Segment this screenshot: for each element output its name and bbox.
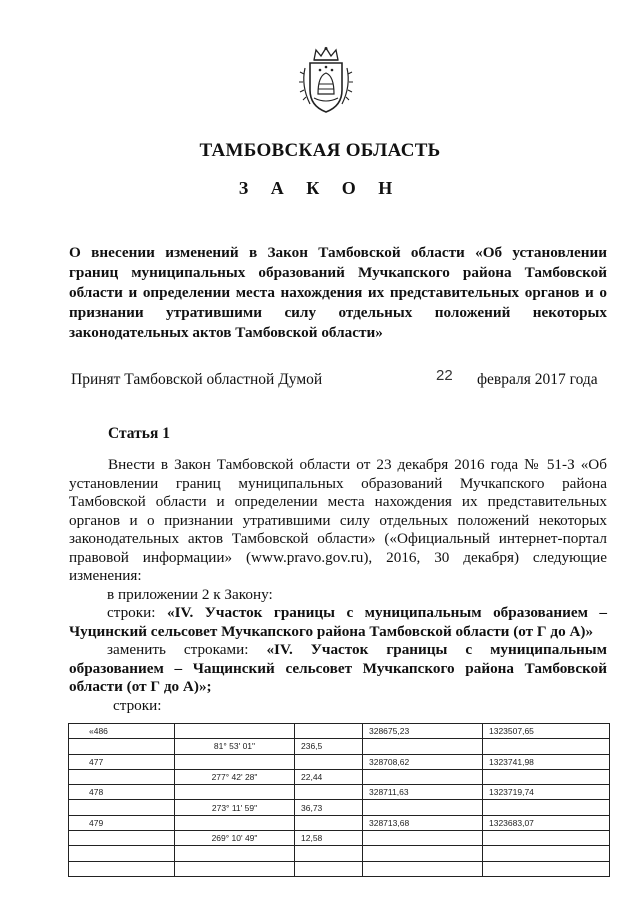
lines-label-2: строки: (113, 696, 162, 714)
region-title: ТАМБОВСКАЯ ОБЛАСТЬ (199, 140, 441, 161)
y-coordinate-cell (483, 739, 610, 754)
point-cell (69, 861, 175, 876)
distance-cell: 236,5 (295, 739, 363, 754)
article-intro: Внести в Закон Тамбовской области от 23 декабря 2016 года № 51-З «Об установлении границ муниципальных образований Мучкапского района Тамбовской области и определении места нахождения их представительных органов и о признании утратившими силу отдельных положений некоторых законодательных актов Тамбовской области» («Официальный интернет-портал правовой информации» (www.pravo.gov.ru), 2016, 30 декабря) следующие изменения: (69, 456, 607, 584)
y-coordinate-cell: 1323719,74 (483, 785, 610, 800)
angle-cell (175, 724, 295, 739)
new-lines: «IV. Участок границы с муниципальным образованием – Чащинский сельсовет Мучкапского района Тамбовской области (от Г до А)»; (69, 641, 607, 695)
x-coordinate-cell (363, 831, 483, 846)
distance-cell (295, 861, 363, 876)
point-cell: «486 (69, 724, 175, 739)
table-row (69, 800, 610, 815)
old-lines-paragraph (69, 604, 607, 641)
distance-cell (295, 815, 363, 830)
y-coordinate-cell: 1323683,07 (483, 815, 610, 830)
y-coordinate-cell (483, 861, 610, 876)
x-coordinate-cell (363, 769, 483, 784)
angle-cell: 269° 10' 49" (175, 831, 295, 846)
coat-of-arms-icon (298, 46, 354, 116)
y-coordinate-cell (483, 769, 610, 784)
x-coordinate-cell: 328675,23 (363, 724, 483, 739)
article-title: Статья 1 (108, 425, 170, 442)
table-row (69, 754, 610, 769)
table-row (69, 815, 610, 830)
angle-cell: 277° 42' 28" (175, 769, 295, 784)
table-row (69, 724, 610, 739)
angle-cell: 81° 53' 01" (175, 739, 295, 754)
x-coordinate-cell (363, 846, 483, 861)
table-row (69, 739, 610, 754)
x-coordinate-cell (363, 861, 483, 876)
new-lines-paragraph (69, 641, 607, 697)
point-cell: 477 (69, 754, 175, 769)
point-cell (69, 739, 175, 754)
distance-cell: 36,73 (295, 800, 363, 815)
y-coordinate-cell (483, 831, 610, 846)
adoption-date: февраля 2017 года (477, 371, 598, 388)
point-cell: 479 (69, 815, 175, 830)
point-cell (69, 769, 175, 784)
document-type: З А К О Н (238, 178, 402, 198)
table-row (69, 831, 610, 846)
old-lines: «IV. Участок границы с муниципальным образованием – Чуцинский сельсовет Мучкапского района Тамбовской области (от Г до А)» (69, 604, 608, 640)
point-cell: 478 (69, 785, 175, 800)
y-coordinate-cell: 1323741,98 (483, 754, 610, 769)
point-cell (69, 846, 175, 861)
x-coordinate-cell: 328708,62 (363, 754, 483, 769)
angle-cell (175, 846, 295, 861)
distance-cell (295, 846, 363, 861)
y-coordinate-cell (483, 800, 610, 815)
adoption-day: 22 (436, 367, 453, 384)
article-body (69, 456, 607, 715)
table-row (69, 846, 610, 861)
table-row (69, 861, 610, 876)
distance-cell: 22,44 (295, 769, 363, 784)
point-cell (69, 800, 175, 815)
coordinates-table (68, 723, 610, 877)
x-coordinate-cell: 328711,63 (363, 785, 483, 800)
law-subject: О внесении изменений в Закон Тамбовской области «Об установлении границ муниципальных образований Мучкапского района Тамбовской области и определении места нахождения их представительных органов и о признании утратившими силу отдельных положений некоторых законодательных актов Тамбовской области» (69, 244, 607, 341)
appendix-line: в приложении 2 к Закону: (107, 585, 273, 603)
distance-cell (295, 754, 363, 769)
distance-cell (295, 724, 363, 739)
table-row (69, 769, 610, 784)
angle-cell (175, 861, 295, 876)
replace-label: заменить строками: (107, 641, 249, 658)
lines-label: строки: (107, 604, 156, 621)
x-coordinate-cell (363, 800, 483, 815)
y-coordinate-cell: 1323507,65 (483, 724, 610, 739)
y-coordinate-cell (483, 846, 610, 861)
angle-cell: 273° 11' 59" (175, 800, 295, 815)
table-row (69, 785, 610, 800)
x-coordinate-cell: 328713,68 (363, 815, 483, 830)
adoption-text: Принят Тамбовской областной Думой (71, 371, 323, 388)
distance-cell: 12,58 (295, 831, 363, 846)
x-coordinate-cell (363, 739, 483, 754)
angle-cell (175, 785, 295, 800)
point-cell (69, 831, 175, 846)
angle-cell (175, 815, 295, 830)
angle-cell (175, 754, 295, 769)
distance-cell (295, 785, 363, 800)
